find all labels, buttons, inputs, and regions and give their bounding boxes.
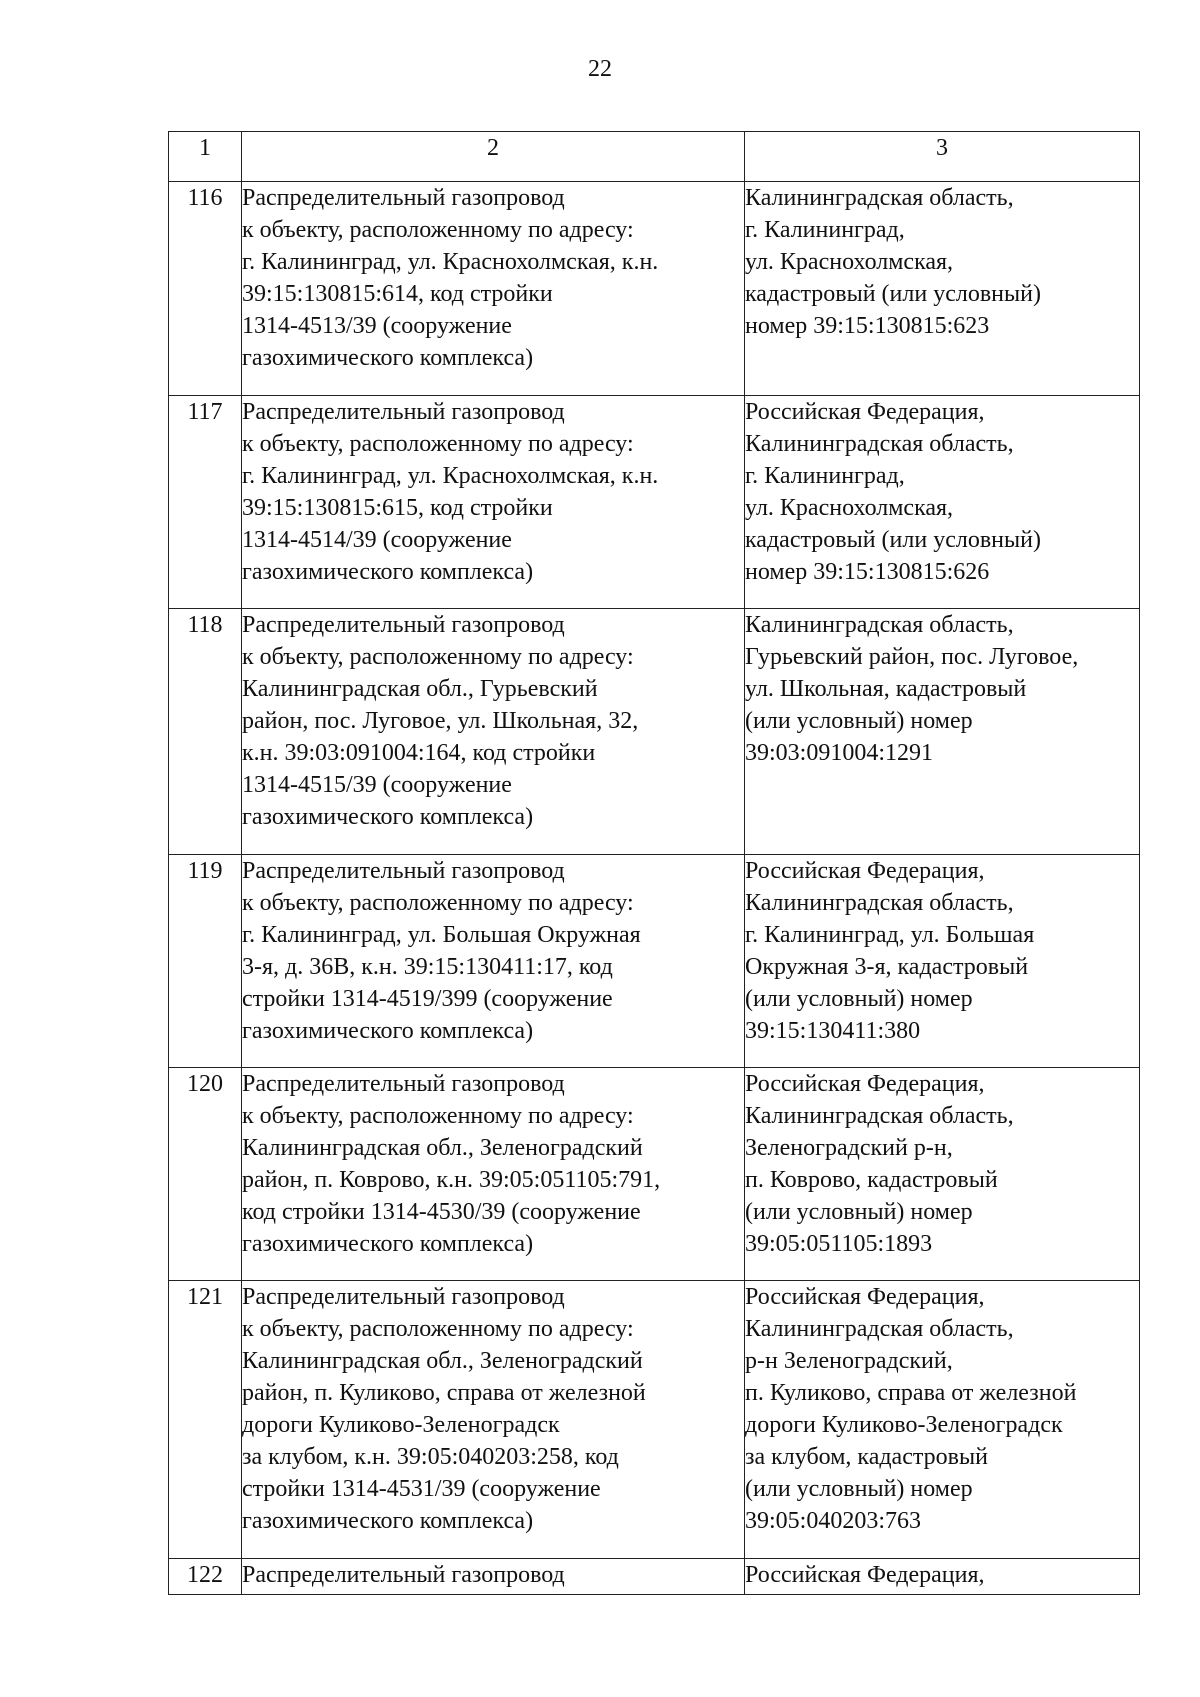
table-header-row — [169, 132, 1140, 182]
row-location — [745, 855, 1140, 1068]
description-line: к объекту, расположенному по адресу: — [242, 1103, 634, 1129]
table-row — [169, 1559, 1140, 1595]
location-line: Российская Федерация, — [745, 858, 985, 884]
location-line: Зеленоградский р-н, — [745, 1135, 953, 1161]
location-line: 39:05:040203:763 — [745, 1508, 922, 1534]
row-description — [242, 1559, 745, 1595]
column-header-location: 3 — [745, 132, 1140, 182]
location-line: ул. Краснохолмская, — [745, 495, 954, 521]
location-line: Калининградская область, — [745, 185, 1014, 211]
description-line: к объекту, расположенному по адресу: — [242, 644, 634, 670]
description-line: Распределительный газопровод — [242, 1071, 565, 1097]
location-line: 39:15:130411:380 — [745, 1018, 921, 1044]
description-line: район, пос. Луговое, ул. Школьная, 32, — [242, 708, 639, 734]
row-number: 122 — [169, 1559, 242, 1595]
description-line: район, п. Коврово, к.н. 39:05:051105:791, — [242, 1167, 661, 1193]
location-line: (или условный) номер — [745, 1476, 973, 1502]
column-header-description: 2 — [242, 132, 745, 182]
description-line: 1314-4513/39 (сооружение — [242, 313, 512, 339]
registry-table — [168, 131, 1140, 1595]
row-location — [745, 182, 1140, 396]
location-line: кадастровый (или условный) — [745, 527, 1041, 553]
description-line: Калининградская обл., Гурьевский — [242, 676, 598, 702]
description-line: газохимического комплекса) — [242, 345, 534, 371]
description-line: Калининградская обл., Зеленоградский — [242, 1348, 643, 1374]
location-line: Калининградская область, — [745, 612, 1014, 638]
description-line: код стройки 1314-4530/39 (сооружение — [242, 1199, 641, 1225]
row-location — [745, 1281, 1140, 1559]
table-row — [169, 182, 1140, 396]
description-line: к.н. 39:03:091004:164, код стройки — [242, 740, 596, 766]
row-description — [242, 396, 745, 609]
description-line: Распределительный газопровод — [242, 1562, 565, 1588]
description-line: газохимического комплекса) — [242, 1018, 534, 1044]
description-line: г. Калининград, ул. Краснохолмская, к.н. — [242, 249, 659, 275]
page-number: 22 — [588, 56, 612, 82]
table-row — [169, 1281, 1140, 1559]
location-line: (или условный) номер — [745, 986, 973, 1012]
row-location — [745, 1068, 1140, 1281]
description-line: г. Калининград, ул. Краснохолмская, к.н. — [242, 463, 659, 489]
location-line: Калининградская область, — [745, 431, 1014, 457]
location-line: Калининградская область, — [745, 1103, 1014, 1129]
location-line: за клубом, кадастровый — [745, 1444, 988, 1470]
description-line: Калининградская обл., Зеленоградский — [242, 1135, 643, 1161]
location-line: г. Калининград, ул. Большая — [745, 922, 1035, 948]
location-line: г. Калининград, — [745, 463, 905, 489]
location-line: Калининградская область, — [745, 890, 1014, 916]
row-description — [242, 855, 745, 1068]
location-line: кадастровый (или условный) — [745, 281, 1041, 307]
description-line: 1314-4514/39 (сооружение — [242, 527, 512, 553]
row-number: 121 — [169, 1281, 242, 1559]
description-line: к объекту, расположенному по адресу: — [242, 217, 634, 243]
description-line: к объекту, расположенному по адресу: — [242, 431, 634, 457]
location-line: номер 39:15:130815:626 — [745, 559, 990, 585]
table-row — [169, 609, 1140, 855]
location-line: Российская Федерация, — [745, 1562, 985, 1588]
location-line: дороги Куликово-Зеленоградск — [745, 1412, 1063, 1438]
row-location — [745, 609, 1140, 855]
description-line: газохимического комплекса) — [242, 1508, 534, 1534]
location-line: г. Калининград, — [745, 217, 905, 243]
row-description — [242, 182, 745, 396]
row-number: 118 — [169, 609, 242, 855]
description-line: район, п. Куликово, справа от железной — [242, 1380, 646, 1406]
description-line: Распределительный газопровод — [242, 185, 565, 211]
description-line: Распределительный газопровод — [242, 399, 565, 425]
row-location — [745, 396, 1140, 609]
row-description — [242, 1281, 745, 1559]
description-line: стройки 1314-4531/39 (сооружение — [242, 1476, 601, 1502]
location-line: (или условный) номер — [745, 1199, 973, 1225]
description-line: газохимического комплекса) — [242, 559, 534, 585]
location-line: ул. Краснохолмская, — [745, 249, 954, 275]
row-description — [242, 609, 745, 855]
description-line: 39:15:130815:614, код стройки — [242, 281, 553, 307]
description-line: стройки 1314-4519/399 (сооружение — [242, 986, 613, 1012]
table-row — [169, 396, 1140, 609]
location-line: (или условный) номер — [745, 708, 973, 734]
location-line: 39:03:091004:1291 — [745, 740, 934, 766]
location-line: р-н Зеленоградский, — [745, 1348, 953, 1374]
location-line: Гурьевский район, пос. Луговое, — [745, 644, 1079, 670]
table-row — [169, 855, 1140, 1068]
location-line: 39:05:051105:1893 — [745, 1231, 933, 1257]
description-line: 39:15:130815:615, код стройки — [242, 495, 553, 521]
row-number: 116 — [169, 182, 242, 396]
location-line: Калининградская область, — [745, 1316, 1014, 1342]
description-line: газохимического комплекса) — [242, 1231, 534, 1257]
description-line: 3-я, д. 36В, к.н. 39:15:130411:17, код — [242, 954, 613, 980]
description-line: за клубом, к.н. 39:05:040203:258, код — [242, 1444, 619, 1470]
row-number: 120 — [169, 1068, 242, 1281]
row-description — [242, 1068, 745, 1281]
row-number: 117 — [169, 396, 242, 609]
location-line: ул. Школьная, кадастровый — [745, 676, 1027, 702]
location-line: номер 39:15:130815:623 — [745, 313, 990, 339]
description-line: 1314-4515/39 (сооружение — [242, 772, 512, 798]
location-line: п. Куликово, справа от железной — [745, 1380, 1077, 1406]
row-location — [745, 1559, 1140, 1595]
location-line: Российская Федерация, — [745, 399, 985, 425]
description-line: газохимического комплекса) — [242, 804, 534, 830]
table-row — [169, 1068, 1140, 1281]
location-line: Российская Федерация, — [745, 1071, 985, 1097]
location-line: Российская Федерация, — [745, 1284, 985, 1310]
description-line: Распределительный газопровод — [242, 1284, 565, 1310]
column-header-number: 1 — [169, 132, 242, 182]
description-line: к объекту, расположенному по адресу: — [242, 1316, 634, 1342]
description-line: Распределительный газопровод — [242, 858, 565, 884]
description-line: г. Калининград, ул. Большая Окружная — [242, 922, 641, 948]
location-line: п. Коврово, кадастровый — [745, 1167, 998, 1193]
description-line: Распределительный газопровод — [242, 612, 565, 638]
row-number: 119 — [169, 855, 242, 1068]
location-line: Окружная 3-я, кадастровый — [745, 954, 1029, 980]
description-line: дороги Куликово-Зеленоградск — [242, 1412, 560, 1438]
description-line: к объекту, расположенному по адресу: — [242, 890, 634, 916]
